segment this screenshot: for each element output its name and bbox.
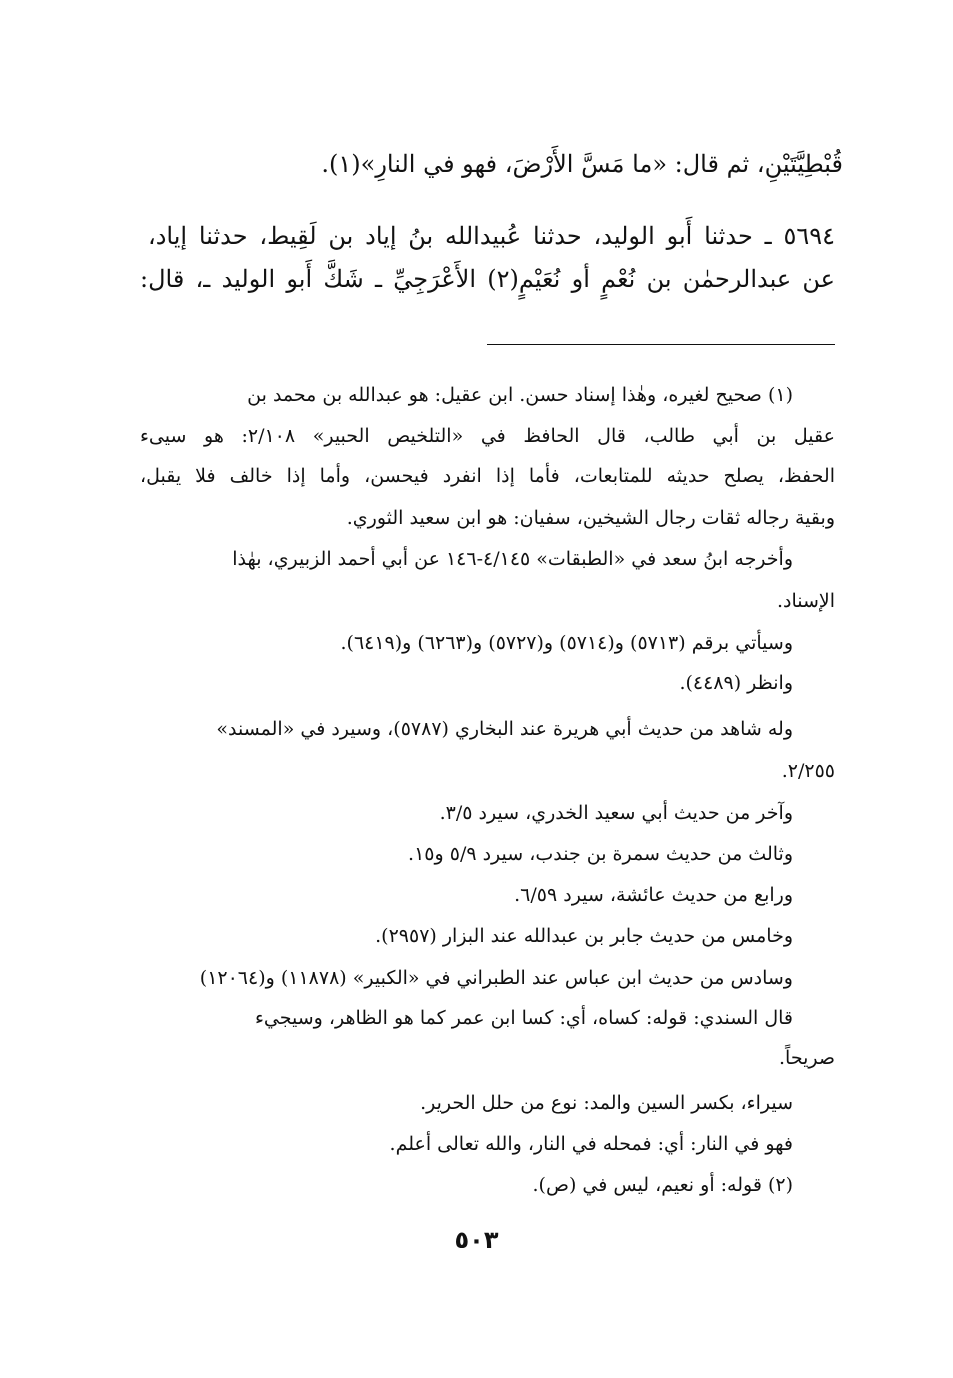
footnote-line: وسادس من حديث ابن عباس عند الطبراني في «الكبير» (١١٨٧٨) و(١٢٠٦٤): [199, 967, 793, 989]
page-number: ٥٠٣: [454, 1226, 499, 1254]
footnote-line: وآخر من حديث أبي سعيد الخدري، سيرد ٣/٥.: [439, 802, 793, 824]
footnote-line: عقيل بن أبي طالب، قال الحافظ في «التلخيص الحبير» ٢/١٠٨: هو سيىء: [140, 425, 835, 447]
footnote-line: صريحاً.: [779, 1047, 835, 1069]
footnote-line: وله شاهد من حديث أبي هريرة عند البخاري (٥٧٨٧)، وسيرد في «المسند»: [216, 718, 793, 740]
footnote-line: (١) صحيح لغيره، وهٰذا إسناد حسن. ابن عقيل: هو عبدالله بن محمد بن: [247, 384, 793, 406]
footnote-line: وثالث من حديث سمرة بن جندب، سيرد ٥/٩ و١٥.: [408, 843, 793, 865]
main-text-line-1: قُبْطِيَّتَيْنِ، ثم قال: «ما مَسَّ الأَرْضَ، فهو في النارِ»(١).: [321, 150, 843, 178]
footnote-line: فهو في النار: أي: فمحله في النار، والله تعالى أعلم.: [389, 1133, 793, 1155]
footnote-line: وأخرجه ابنُ سعد في «الطبقات» ٤/١٤٥-١٤٦ عن أبي أحمد الزبيري، بهٰذا: [232, 548, 793, 570]
footnote-line: الإسناد.: [776, 590, 835, 612]
footnote-line: وخامس من حديث جابر بن عبدالله عند البزار (٢٩٥٧).: [375, 925, 793, 947]
footnote-line: الحفظ، يصلح حديثه للمتابعات، فأما إذا انفرد فيحسن، وأما إذا خالف فلا يقبل،: [140, 465, 835, 487]
footnote-line: (٢) قوله: أو نعيم، ليس في (ص).: [532, 1174, 793, 1196]
footnote-line: ورابع من حديث عائشة، سيرد ٦/٥٩.: [514, 884, 793, 906]
footnote-line: وسيأتي برقم (٥٧١٣) و(٥٧١٤) و(٥٧٢٧) و(٦٢٦٣) و(٦٤١٩).: [340, 632, 793, 654]
footnote-line: ٢/٢٥٥.: [781, 760, 835, 782]
footnote-separator: [487, 344, 835, 345]
footnote-line: وبقية رجاله ثقات رجال الشيخين، سفيان: هو ابن سعيد الثوري.: [346, 507, 835, 529]
footnote-line: وانظر (٤٤٨٩).: [679, 672, 793, 694]
main-text-line-2: ٥٦٩٤ ـ حدثنا أَبو الوليد، حدثنا عُبيدالله بنُ إياد بن لَقِيط، حدثنا إياد،: [148, 222, 835, 250]
footnote-line: قال السندي: قوله: كساه، أي: كسا ابن عمر كما هو الظاهر، وسيجيء: [254, 1007, 793, 1029]
main-text-line-3: عن عبدالرحمٰن بن نُعْمٍ أو نُعَيْمٍ(٢) الأَعْرَجِيِّ ـ شَكَّ أَبو الوليد ـ، قال:: [140, 265, 835, 293]
footnote-line: سيراء، بكسر السين والمد: نوع من حلل الحرير.: [420, 1092, 793, 1114]
